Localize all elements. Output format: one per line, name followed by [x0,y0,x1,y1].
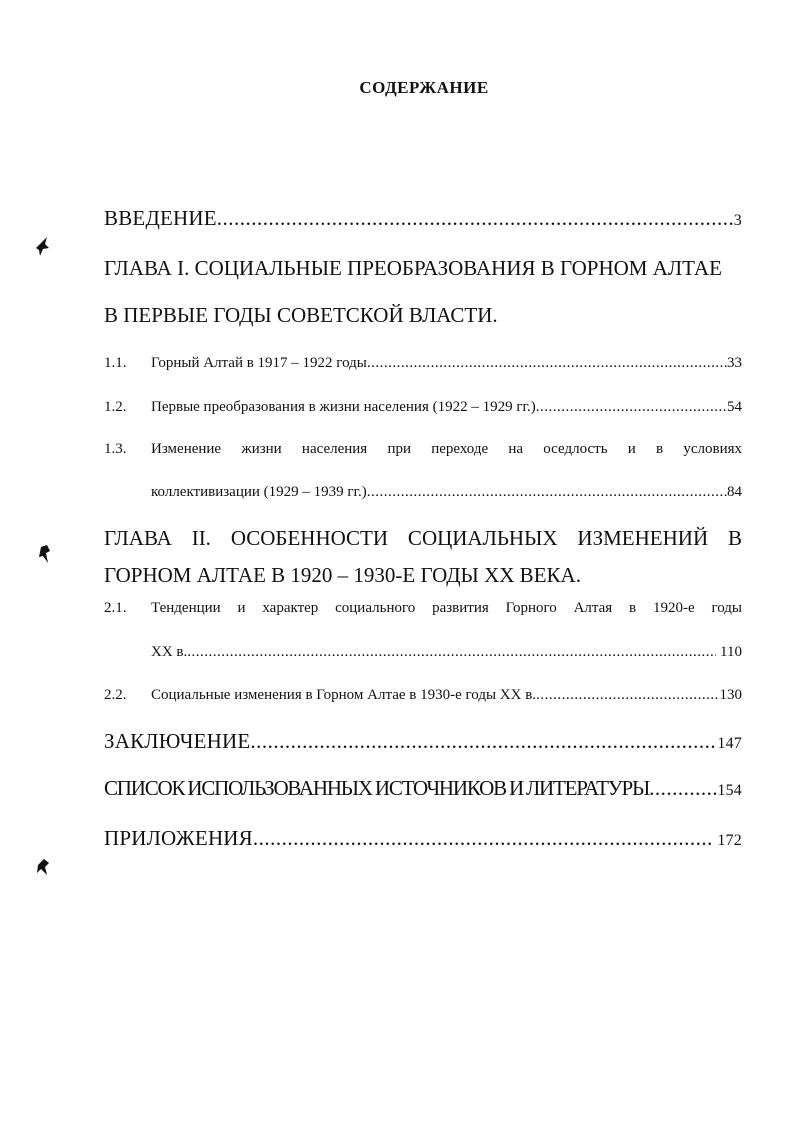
leader-dots [250,729,717,754]
leader-dots [649,776,717,801]
leader-dots [253,826,714,851]
chapter-2-heading-line-2[interactable]: ГОРНОМ АЛТАЕ В 1920 – 1930-Е ГОДЫ XX ВЕКА. [104,563,581,587]
toc-page-number: 147 [717,735,742,752]
toc-entry-label: ВВЕДЕНИЕ [104,206,217,230]
toc-entry-label: XX в. [151,644,188,660]
toc-entry-section-1-3-line-1[interactable]: Изменение жизни населения при переходе на оседлость и в условиях [151,441,742,457]
toc-entry-section-2-1-line-1[interactable]: Тенденции и характер социального развития Горного Алтая в 1920-е годы [151,600,742,616]
leader-dots [536,687,719,704]
leader-dots [367,484,727,501]
toc-page-number: 110 [720,644,742,660]
toc-entry-conclusion[interactable] [104,729,742,754]
section-number: 2.1. [104,600,127,616]
chapter-2-heading-line-1[interactable]: ГЛАВА II. ОСОБЕННОСТИ СОЦИАЛЬНЫХ ИЗМЕНЕНИЙ В [104,526,742,550]
leader-dots [536,399,727,416]
toc-entry-label: Социальные изменения в Горном Алтае в 1930-е годы XX в. [151,687,537,703]
toc-page-number: 54 [727,399,742,415]
leader-dots [367,355,727,372]
page-title: СОДЕРЖАНИЕ [359,78,489,97]
leader-dots [187,644,716,661]
toc-page-number: 33 [727,355,742,371]
chapter-1-heading-line-2[interactable]: В ПЕРВЫЕ ГОДЫ СОВЕТСКОЙ ВЛАСТИ. [104,303,498,327]
toc-entry-sources[interactable] [104,776,742,801]
toc-page-number: 154 [717,782,742,799]
section-number: 1.3. [104,441,127,457]
toc-page-number: 172 [717,832,742,849]
toc-entry-label: ЗАКЛЮЧЕНИЕ [104,729,251,753]
toc-page-number: 3 [733,212,742,229]
toc-entry-label: Горный Алтай в 1917 – 1922 годы [151,355,367,371]
toc-entry-section-1-1[interactable] [151,355,742,372]
toc-page-number: 84 [727,484,742,500]
toc-entry-label: Первые преобразования в жизни населения (1922 – 1929 гг.) [151,399,536,415]
toc-entry-label: ПРИЛОЖЕНИЯ [104,826,253,850]
toc-page-number: 130 [719,687,742,703]
binder-mark-icon [34,236,50,258]
section-number: 1.1. [104,355,127,371]
toc-entry-label: коллективизации (1929 – 1939 гг.) [151,484,367,500]
toc-entry-section-2-2[interactable] [151,687,742,704]
toc-entry-introduction[interactable] [104,206,742,231]
toc-entry-section-1-3[interactable] [151,484,742,501]
binder-mark-icon [35,857,51,879]
leader-dots [217,206,734,231]
section-number: 1.2. [104,399,127,415]
chapter-1-heading-line-1[interactable]: ГЛАВА I. СОЦИАЛЬНЫЕ ПРЕОБРАЗОВАНИЯ В ГОРНОМ АЛТАЕ [104,256,722,280]
toc-entry-label: СПИСОК ИСПОЛЬЗОВАННЫХ ИСТОЧНИКОВ И ЛИТЕРАТУРЫ [104,776,650,800]
toc-entry-section-2-1[interactable] [151,644,742,661]
toc-entry-section-1-2[interactable] [151,399,742,416]
binder-mark-icon [37,543,53,565]
toc-entry-appendices[interactable] [104,826,742,851]
section-number: 2.2. [104,687,127,703]
